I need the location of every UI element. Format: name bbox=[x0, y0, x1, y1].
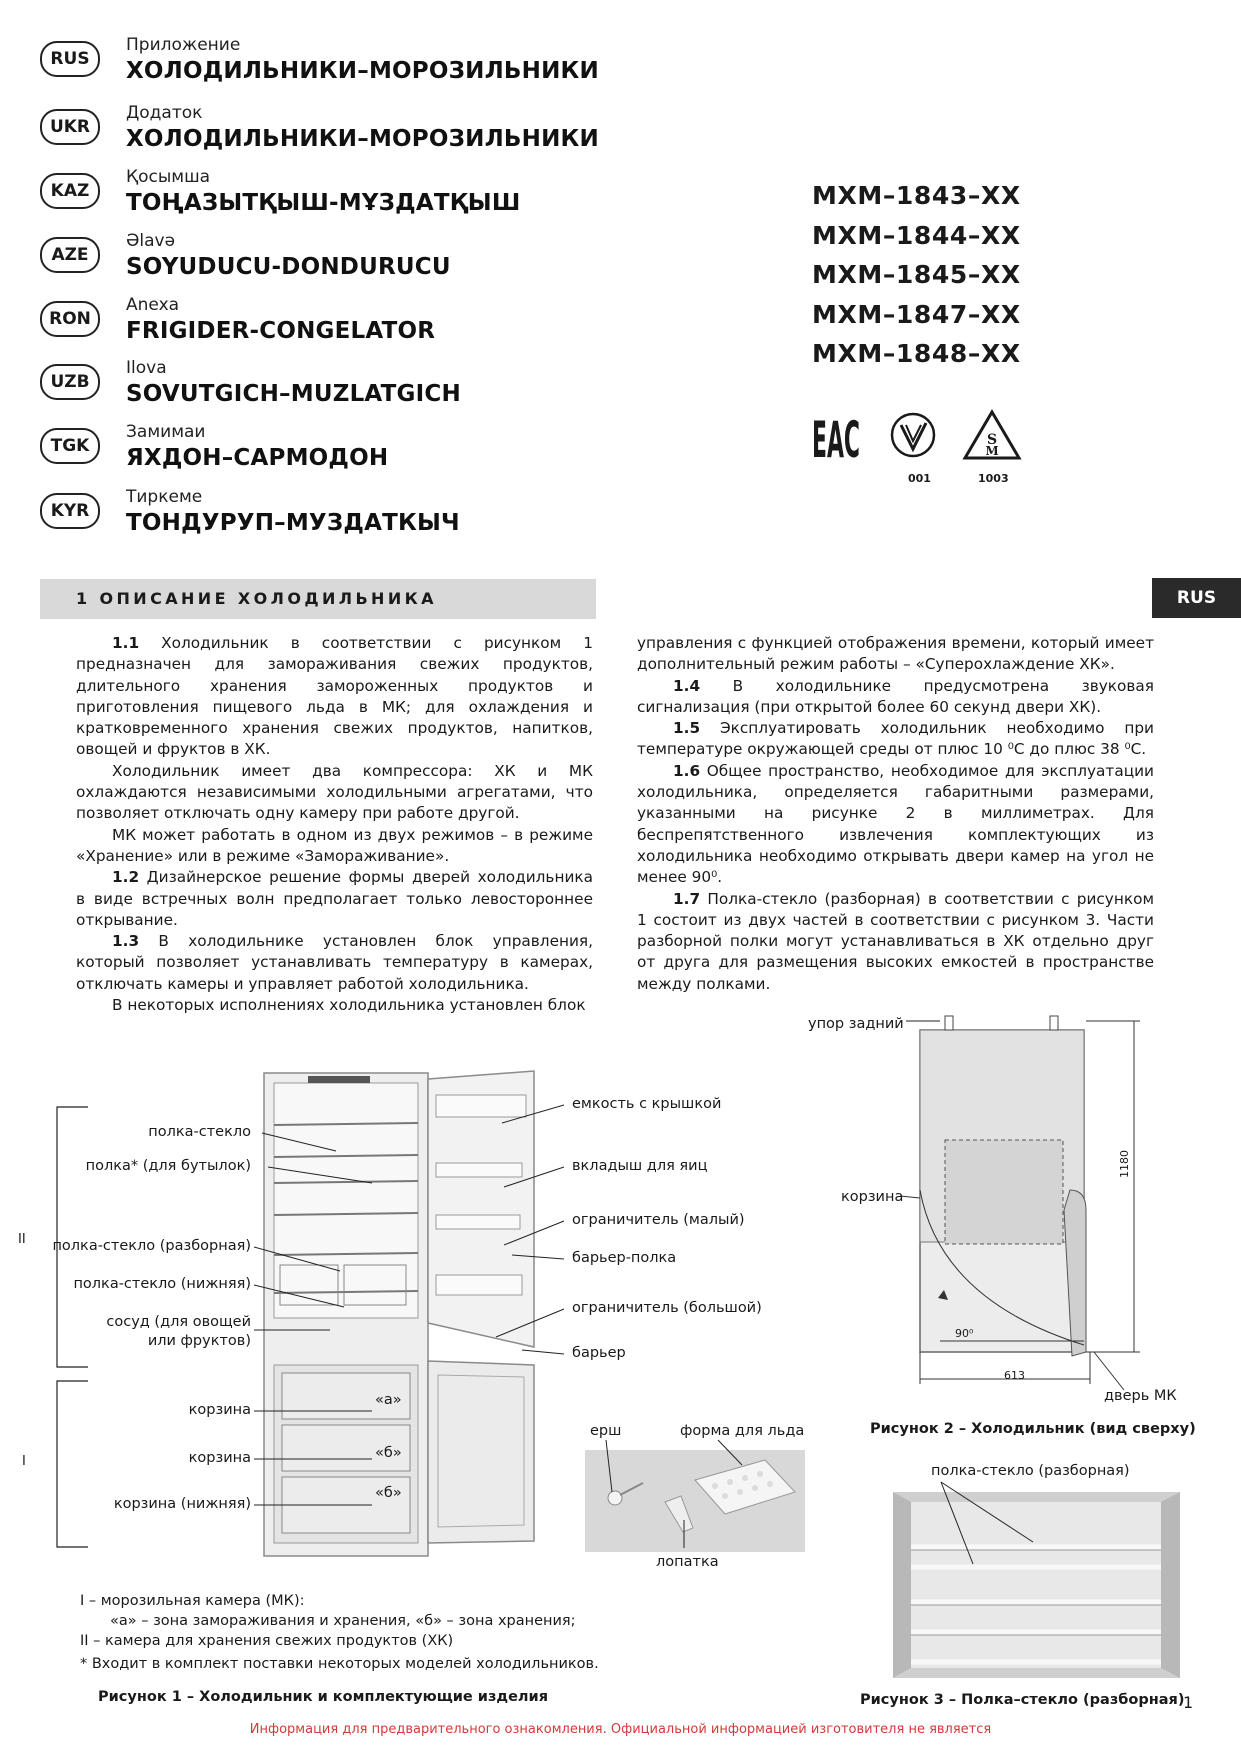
part-label: полка-стекло (нижняя) bbox=[73, 1276, 251, 1292]
part-label: барьер-полка bbox=[572, 1250, 677, 1266]
language-subtitle: Замимаи bbox=[126, 422, 206, 442]
language-subtitle: Приложение bbox=[126, 35, 241, 55]
model-number: МХМ–1844–ХХ bbox=[812, 220, 1021, 250]
model-number: МХМ–1847–ХХ bbox=[812, 299, 1021, 329]
language-code-badge: UZB bbox=[40, 364, 100, 400]
clause-number: 1.3 bbox=[112, 932, 140, 951]
part-label: или фруктов) bbox=[147, 1333, 251, 1349]
language-title: ТОНДУРУП–МУЗДАТКЫЧ bbox=[126, 510, 460, 536]
cert-code: 1003 bbox=[978, 472, 1009, 485]
language-subtitle: Тиркеме bbox=[126, 487, 203, 507]
drawing-label: упор задний bbox=[808, 1016, 904, 1032]
language-title: FRIGIDER-CONGELATOR bbox=[126, 318, 436, 344]
paragraph-text: управления с функцией отображения времени, который имеет дополнительный режим работы – «Суперохлаждение ХК». bbox=[637, 634, 1154, 674]
shelf-photo bbox=[893, 1492, 1180, 1678]
language-title: SOVUTGICH–MUZLATGICH bbox=[126, 381, 461, 407]
figure-caption: Рисунок 3 – Полка–стекло (разборная) bbox=[860, 1692, 1185, 1708]
clause-number: 1.4 bbox=[673, 676, 701, 695]
figure-note: II – камера для хранения свежих продуктов (ХК) bbox=[80, 1633, 454, 1649]
accessory-label: ерш bbox=[590, 1423, 622, 1439]
language-code-badge: RON bbox=[40, 301, 100, 337]
dimension-width: 613 bbox=[1004, 1369, 1025, 1382]
paragraph-text: Холодильник имеет два компрессора: ХК и МК охлаждаются независимыми холодильными агрегатами, что позволяет отключать одну камеру при работе другой. bbox=[76, 761, 593, 823]
language-code-badge: RUS bbox=[40, 41, 100, 77]
language-code-badge: TGK bbox=[40, 428, 100, 464]
part-label: корзина bbox=[188, 1402, 251, 1418]
paragraph-text: Холодильник в соответствии с рисунком 1 предназначен для замораживания свежих продуктов, длительного хранения замороженных продуктов и приготовления пищевого льда в МК; для охлаждения и кратковременного хранения свежих продуктов, напитков, овощей и фруктов в ХК. bbox=[76, 634, 593, 759]
zone-mark: «а» bbox=[375, 1392, 402, 1408]
paragraph-text: В некоторых исполнениях холодильника установлен блок bbox=[112, 996, 586, 1015]
section-title: 1 ОПИСАНИЕ ХОЛОДИЛЬНИКА bbox=[76, 589, 437, 608]
model-number: МХМ–1843–ХХ bbox=[812, 181, 1021, 210]
language-code-badge: UKR bbox=[40, 109, 100, 145]
language-code-badge: AZE bbox=[40, 237, 100, 273]
paragraph-text: В холодильнике установлен блок управления, который позволяет устанавливать температуру в камерах, отключать камеры и управляет работой холодильника. bbox=[76, 932, 593, 993]
paragraph-text: В холодильнике предусмотрена звуковая сигнализация (при открытой более 60 секунд двери ХК). bbox=[637, 676, 1154, 716]
cert-code: 001 bbox=[908, 472, 931, 485]
clause-number: 1.6 bbox=[673, 761, 701, 780]
page-number: 1 bbox=[1183, 1693, 1194, 1712]
clause-number: 1.5 bbox=[673, 719, 701, 738]
language-title: SOYUDUCU-DONDURUCU bbox=[126, 254, 451, 280]
part-label: ограничитель (малый) bbox=[572, 1212, 745, 1228]
paragraph-text: Полка-стекло (разборная) в соответствии с рисунком 1 состоит из двух частей в соответствии с рисунком 3. Части разборной полки могут устанавливаться в ХК отдельно друг от друга для размещения высоких емкостей в пространстве между полками. bbox=[637, 889, 1154, 993]
language-tab: RUS bbox=[1152, 578, 1241, 618]
language-title: ЯХДОН–САРМОДОН bbox=[126, 445, 389, 471]
language-title: ХОЛОДИЛЬНИКИ–МОРОЗИЛЬНИКИ bbox=[126, 58, 599, 84]
language-subtitle: Ilova bbox=[126, 358, 167, 378]
zone-mark: «б» bbox=[375, 1485, 402, 1501]
part-label: емкость с крышкой bbox=[572, 1096, 722, 1112]
svg-text:S: S bbox=[986, 432, 998, 448]
svg-text:EAC: EAC bbox=[812, 411, 860, 469]
accessory-label: форма для льда bbox=[680, 1423, 805, 1439]
dimension-height: 1180 bbox=[1118, 1150, 1131, 1178]
drawing-label: дверь МК bbox=[1104, 1388, 1177, 1404]
part-label: полка* (для бутылок) bbox=[85, 1158, 251, 1174]
figure-note: I – морозильная камера (МК): bbox=[80, 1593, 305, 1609]
paragraph-text: Эксплуатировать холодильник необходимо при температуре окружающей среды от плюс 10 ⁰С до плюс 38 ⁰С. bbox=[637, 719, 1154, 759]
footer-disclaimer: Информация для предварительного ознакомления. Официальной информацией изготовителя не является bbox=[249, 1722, 992, 1737]
roman-numeral: I bbox=[22, 1454, 26, 1469]
part-label: корзина (нижняя) bbox=[113, 1496, 251, 1512]
language-title: ХОЛОДИЛЬНИКИ–МОРОЗИЛЬНИКИ bbox=[126, 126, 599, 152]
roman-numeral: II bbox=[18, 1232, 26, 1247]
paragraph-text: МК может работать в одном из двух режимов – в режиме «Хранение» или в режиме «Замораживание». bbox=[76, 825, 593, 865]
zone-mark: «б» bbox=[375, 1445, 402, 1461]
clause-number: 1.7 bbox=[673, 889, 701, 908]
language-subtitle: Додаток bbox=[126, 103, 203, 123]
figure-note: * Входит в комплект поставки некоторых моделей холодильников. bbox=[80, 1656, 599, 1672]
part-label: вкладыш для яиц bbox=[572, 1158, 708, 1174]
dimension-angle: 90⁰ bbox=[955, 1327, 974, 1340]
figure-caption: Рисунок 1 – Холодильник и комплектующие изделия bbox=[98, 1689, 549, 1705]
paragraph-text: Общее пространство, необходимое для эксплуатации холодильника, определяется габаритными размерами, указанными на рисунке 2 в миллиметрах. Для беспрепятственного извлечения комплектующих из холодильника необходимо открывать двери камер на угол не менее 90⁰. bbox=[637, 761, 1154, 887]
drawing-label: корзина bbox=[841, 1189, 904, 1205]
svg-text:M: M bbox=[985, 444, 999, 458]
language-code-badge: KYR bbox=[40, 493, 100, 529]
part-label: корзина bbox=[188, 1450, 251, 1466]
part-label: ограничитель (большой) bbox=[572, 1300, 762, 1316]
figure-caption: Рисунок 2 – Холодильник (вид сверху) bbox=[870, 1421, 1196, 1437]
part-label: барьер bbox=[572, 1345, 626, 1361]
part-label: полка-стекло (разборная) bbox=[52, 1238, 251, 1254]
language-code-badge: KAZ bbox=[40, 173, 100, 209]
model-number: МХМ–1845–ХХ bbox=[812, 260, 1021, 289]
figure-note: «а» – зона замораживания и хранения, «б» – зона хранения; bbox=[110, 1613, 576, 1629]
clause-number: 1.2 bbox=[112, 868, 140, 887]
paragraph-text: Дизайнерское решение формы дверей холодильника в виде встречных волн предполагает только левостороннее открывание. bbox=[76, 868, 593, 929]
language-subtitle: Anexa bbox=[126, 295, 180, 315]
language-subtitle: Əlavə bbox=[126, 231, 176, 251]
part-label: сосуд (для овощей bbox=[106, 1314, 251, 1330]
drawing-label: полка-стекло (разборная) bbox=[931, 1463, 1130, 1479]
language-subtitle: Қосымша bbox=[126, 167, 211, 187]
accessory-label: лопатка bbox=[656, 1554, 719, 1570]
clause-number: 1.1 bbox=[112, 634, 140, 652]
part-label: полка-стекло bbox=[148, 1124, 251, 1140]
model-number: МХМ–1848–ХХ bbox=[812, 339, 1021, 368]
language-title: ТОҢАЗЫТҚЫШ-МҰЗДАТҚЫШ bbox=[126, 190, 521, 216]
